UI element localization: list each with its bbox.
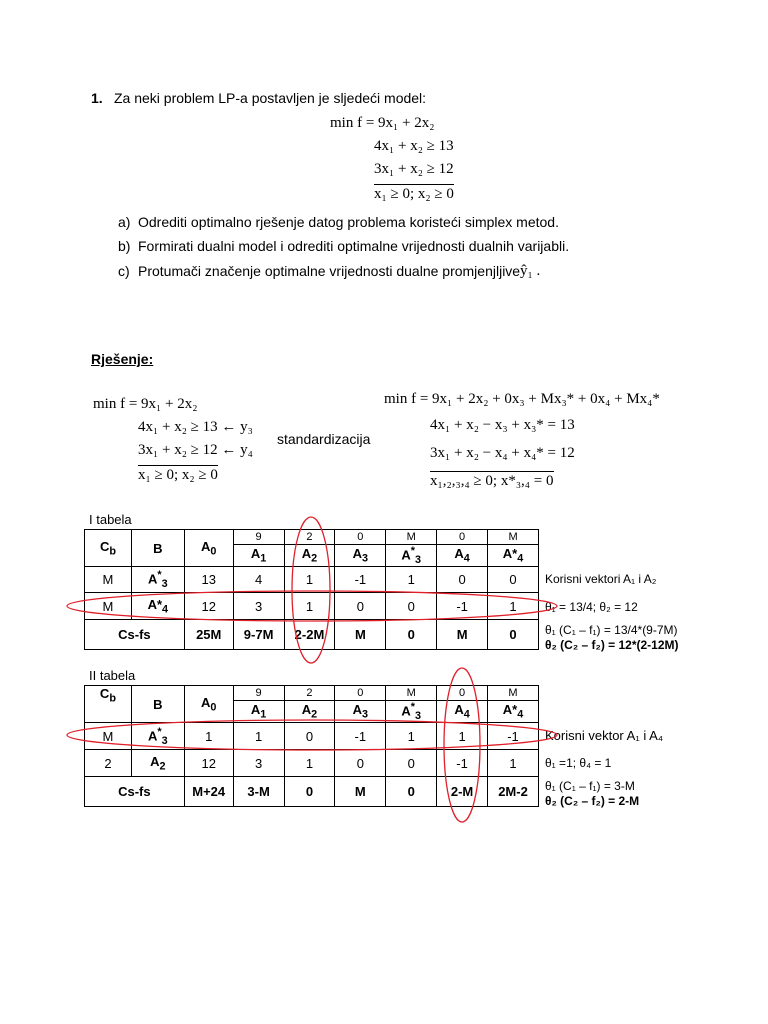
header-a1: $A_1$ [233,545,284,567]
header-a0: $A_0$ [184,686,233,723]
cell: -1 [335,567,386,593]
cost-cell: 9 [233,530,284,545]
footer-cell: M [335,777,386,807]
header-a1: $A_1$ [233,701,284,723]
cell: 1 [488,750,539,777]
left-model-objective: min f = 9x₁ + 2x₂ [93,396,198,412]
footer-cell: 0 [488,620,539,650]
cost-cell: 0 [437,530,488,545]
footer-cell: 25M [184,620,233,650]
footer-row [85,620,539,650]
cell: 2 [85,750,132,777]
cost-cell: 2 [284,686,335,701]
cell: 0 [386,593,437,620]
header-a3-star: $A^*_3$ [386,545,437,567]
right-model-nonneg: x₁,₂,₃,₄ ≥ 0; x*₃,₄ = 0 [430,473,554,489]
header-b: B [131,686,184,723]
table1-note-4: θ₂ (C₂ – f₂) = 12*(2-12M) [545,638,679,652]
cell: 1 [284,750,335,777]
cell: 3 [233,593,284,620]
table1-note-1: Korisni vektori A₁ i A₂ [545,572,657,586]
cost-cell: 9 [233,686,284,701]
cell: 0 [284,723,335,750]
header-a4-star: $A*_4$ [488,545,539,567]
task-b-label: b) [118,238,131,254]
model-constraint-2: 3x₁ + x₂ ≥ 12 [374,161,454,177]
footer-cell: M+24 [184,777,233,807]
cell: M [85,723,132,750]
cost-cell: 0 [437,686,488,701]
cell: -1 [335,723,386,750]
cost-cell: M [386,686,437,701]
basis-cell: $A_2$ [131,750,184,777]
header-cb: $C_b$ [85,686,132,723]
model-constraint-1: 4x₁ + x₂ ≥ 13 [374,138,454,154]
table-row [85,593,539,620]
cell: 0 [488,567,539,593]
footer-cell: 0 [386,620,437,650]
header-a4-star: $A*_4$ [488,701,539,723]
footer-cell: 0 [386,777,437,807]
cell: 0 [437,567,488,593]
footer-cell: 9-7M [233,620,284,650]
footer-cell: 2-2M [284,620,335,650]
footer-cell: M [437,620,488,650]
basis-cell: $A^*_3$ [131,567,184,593]
left-model-c1: 4x₁ + x₂ ≥ 13 ← y₃ [138,419,253,435]
table1-note-2: θ₁ = 13/4; θ₂ = 12 [545,600,638,614]
cell: 1 [184,723,233,750]
cell: 1 [284,567,335,593]
cell: M [85,567,132,593]
table-row [85,723,539,750]
cell: 1 [386,567,437,593]
cost-cell: M [488,530,539,545]
footer-cell: 2M-2 [488,777,539,807]
cell: 0 [335,593,386,620]
task-b-text: Formirati dualni model i odrediti optimalne vrijednosti dualnih varijabli. [138,238,570,254]
cell: 1 [488,593,539,620]
table-row [85,567,539,593]
right-model-c2: 3x₁ + x₂ − x₄ + x₄* = 12 [430,445,575,461]
header-b: B [131,530,184,567]
cost-cell: 0 [335,530,386,545]
cost-cell: 2 [284,530,335,545]
header-a3: $A_3$ [335,701,386,723]
right-model-objective: min f = 9x₁ + 2x₂ + 0x₃ + Mx₃* + 0x₄ + Mx₄* [384,391,660,407]
cell: M [85,593,132,620]
header-a4: $A_4$ [437,545,488,567]
task-a-text: Odrediti optimalno rješenje datog problema koristeći simplex metod. [138,214,559,230]
footer-label: Cs-fs [85,777,185,807]
problem-intro: Za neki problem LP-a postavljen je sljedeći model: [114,90,427,106]
table2-label: II tabela [89,668,136,683]
right-model-c1: 4x₁ + x₂ − x₃ + x₃* = 13 [430,417,575,433]
footer-row [85,777,539,807]
task-c-var: ŷ₁ . [520,263,541,279]
cell: 1 [233,723,284,750]
cell: 0 [335,750,386,777]
task-c-label: c) [118,263,130,279]
footer-cell: 2-M [437,777,488,807]
cell: 1 [386,723,437,750]
model-nonneg: x₁ ≥ 0; x₂ ≥ 0 [374,186,454,202]
table2-note-2: θ₁ =1; θ₄ = 1 [545,756,612,770]
solution-heading: Rješenje: [91,351,154,367]
table-row [85,750,539,777]
left-model-nonneg: x₁ ≥ 0; x₂ ≥ 0 [138,467,218,483]
header-a2: $A_2$ [284,545,335,567]
footer-label: Cs-fs [85,620,185,650]
footer-cell: 0 [284,777,335,807]
cell: 12 [184,750,233,777]
task-c-text: Protumači značenje optimalne vrijednosti dualne promjenjljive [138,263,521,279]
cell: 12 [184,593,233,620]
footer-cell: 3-M [233,777,284,807]
simplex-table-1 [84,529,539,650]
header-a3-star: $A^*_3$ [386,701,437,723]
cell: -1 [437,593,488,620]
simplex-table-2 [84,685,539,807]
cell: -1 [488,723,539,750]
header-a0: $A_0$ [184,530,233,567]
task-a-label: a) [118,214,131,230]
problem-number: 1. [91,90,103,106]
cost-cell: 0 [335,686,386,701]
table2-note-1: Korisni vektor A₁ i A₄ [545,728,664,743]
cell: 13 [184,567,233,593]
cell: 0 [386,750,437,777]
cell: -1 [437,750,488,777]
basis-cell: $A^*_3$ [131,723,184,750]
standardization-label: standardizacija [277,431,371,447]
left-model-c2: 3x₁ + x₂ ≥ 12 ← y₄ [138,442,253,458]
footer-cell: M [335,620,386,650]
header-a4: $A_4$ [437,701,488,723]
cell: 1 [284,593,335,620]
cost-cell: M [488,686,539,701]
cell: 4 [233,567,284,593]
model-objective: min f = 9x₁ + 2x₂ [330,115,435,131]
basis-cell: $A*_4$ [131,593,184,620]
header-cb: $C_b$ [85,530,132,567]
table2-note-4: θ₂ (C₂ – f₂) = 2-M [545,794,640,808]
cell: 1 [437,723,488,750]
header-a2: $A_2$ [284,701,335,723]
table1-note-3: θ₁ (C₁ – f₁) = 13/4*(9-7M) [545,623,678,637]
header-a3: $A_3$ [335,545,386,567]
table2-note-3: θ₁ (C₁ – f₁) = 3-M [545,779,635,793]
cell: 3 [233,750,284,777]
table1-label: I tabela [89,512,132,527]
cost-cell: M [386,530,437,545]
